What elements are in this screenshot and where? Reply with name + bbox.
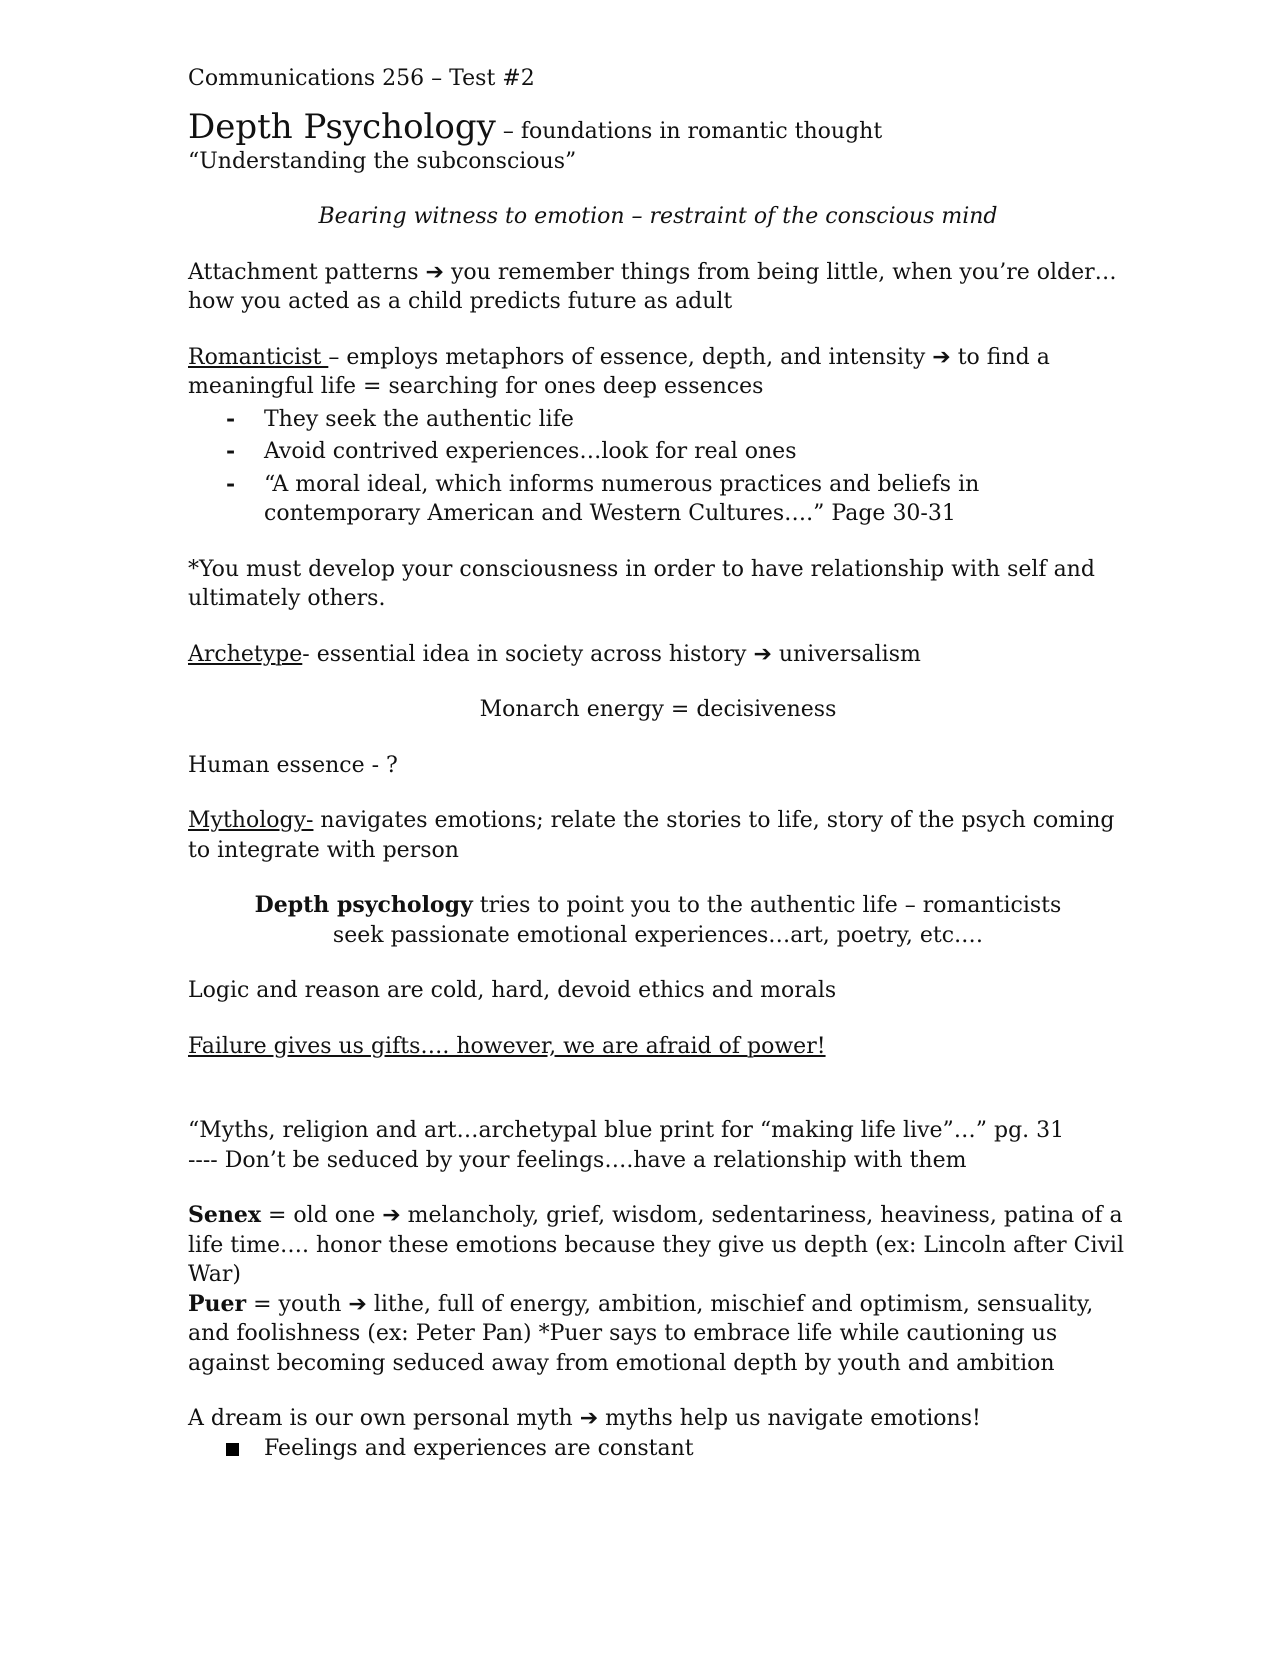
- dash-bullet-icon: -: [226, 438, 236, 464]
- monarch-line: Monarch energy = decisiveness: [479, 697, 837, 722]
- puer-term: Puer: [188, 1290, 247, 1317]
- senex-def1: = old one: [261, 1203, 383, 1228]
- human-essence-line: Human essence - ?: [188, 752, 398, 778]
- depth-psychology-center: [188, 891, 1128, 950]
- romanticist-bullet-list: [188, 405, 1128, 529]
- arrow-icon: ➔: [932, 344, 951, 370]
- dream-paragraph: [188, 1404, 1128, 1434]
- dream-bullet-list: [188, 1434, 1128, 1464]
- puer-paragraph: [188, 1290, 1128, 1379]
- attachment-rest: you remember things from being little, when you’re older…: [443, 259, 1117, 285]
- archetype-term: Archetype: [188, 641, 303, 667]
- bullet-text: Avoid contrived experiences…look for real ones: [264, 439, 797, 464]
- title-quote: “Understanding the subconscious”: [188, 148, 577, 174]
- failure-line: Failure gives us gifts…. however, we are afraid of power!: [188, 1033, 826, 1059]
- mythology-term: Mythology-: [188, 808, 314, 833]
- consciousness-note: *You must develop your consciousness in order to have relationship with self and ultimately others.: [188, 556, 1095, 611]
- depth-psychology-term: Depth psychology: [254, 892, 473, 918]
- tagline: Bearing witness to emotion – restraint of the conscious mind: [318, 204, 998, 229]
- arrow-icon: ➔: [753, 641, 772, 667]
- puer-def2: lithe, full of energy, ambition, mischief and optimism, sensuality, and foolishness (ex: Peter Pan) *Puer says to embrace life while cautioning us against becoming seduced away from emotional depth by youth and ambition: [188, 1291, 1094, 1376]
- mythology-paragraph: [188, 806, 1128, 865]
- list-item: [188, 437, 1128, 467]
- archetype-def2: universalism: [771, 641, 921, 667]
- document-body: [188, 64, 1128, 1463]
- list-item: [188, 1434, 1128, 1464]
- puer-def1: = youth: [246, 1291, 349, 1317]
- romanticist-paragraph: [188, 343, 1128, 402]
- attachment-paragraph: [188, 258, 1128, 317]
- bullet-text: They seek the authentic life: [264, 406, 574, 432]
- logic-line: Logic and reason are cold, hard, devoid ethics and morals: [188, 978, 837, 1003]
- senex-def2: melancholy, grief, wisdom, sedentariness, heaviness, patina of a life time…. honor these emotions because they give us depth (ex: Lincoln after Civil War): [188, 1203, 1124, 1287]
- dash-bullet-icon: -: [226, 470, 236, 497]
- list-item: [188, 470, 1128, 529]
- archetype-def1: - essential idea in society across history: [302, 641, 754, 667]
- arrow-icon: ➔: [425, 259, 444, 285]
- attachment-lead: Attachment patterns: [188, 259, 426, 285]
- dash-bullet-icon: -: [226, 405, 236, 432]
- romanticist-def2: to find a: [950, 344, 1050, 370]
- course-header: Communications 256 – Test #2: [188, 66, 535, 91]
- arrow-icon: ➔: [382, 1203, 401, 1228]
- dream-lead: A dream is our own personal myth: [188, 1406, 580, 1431]
- bullet-text: “A moral ideal, which informs numerous practices and beliefs in contemporary American and Western Cultures….” Page 30-31: [264, 471, 980, 526]
- attachment-line2: how you acted as a child predicts future as adult: [188, 289, 733, 314]
- list-item: [188, 405, 1128, 435]
- seduced-line: ---- Don’t be seduced by your feelings….have a relationship with them: [188, 1147, 967, 1173]
- senex-paragraph: [188, 1201, 1128, 1290]
- arrow-icon: ➔: [579, 1406, 599, 1431]
- page-title: Depth Psychology: [188, 106, 496, 147]
- title-subtitle: – foundations in romantic thought: [495, 118, 883, 144]
- arrow-icon: ➔: [348, 1291, 367, 1317]
- romanticist-term: Romanticist: [188, 344, 329, 370]
- mythology-def: navigates emotions; relate the stories to life, story of the psych coming to integrate with person: [188, 808, 1115, 863]
- title-line: [188, 108, 1128, 151]
- depth-psychology-rest: tries to point you to the authentic life – romanticists seek passionate emotional experiences…art, poetry, etc.…: [332, 893, 1062, 948]
- archetype-paragraph: [188, 640, 1128, 670]
- bullet-text: Feelings and experiences are constant: [264, 1435, 694, 1461]
- dream-rest: myths help us navigate emotions!: [598, 1406, 981, 1431]
- romanticist-def1: – employs metaphors of essence, depth, and intensity: [328, 344, 933, 370]
- square-bullet-icon: [226, 1443, 239, 1456]
- myths-quote: “Myths, religion and art…archetypal blue print for “making life live”…” pg. 31: [188, 1118, 1065, 1143]
- senex-term: Senex: [188, 1202, 261, 1228]
- romanticist-line2: meaningful life = searching for ones deep essences: [188, 374, 764, 399]
